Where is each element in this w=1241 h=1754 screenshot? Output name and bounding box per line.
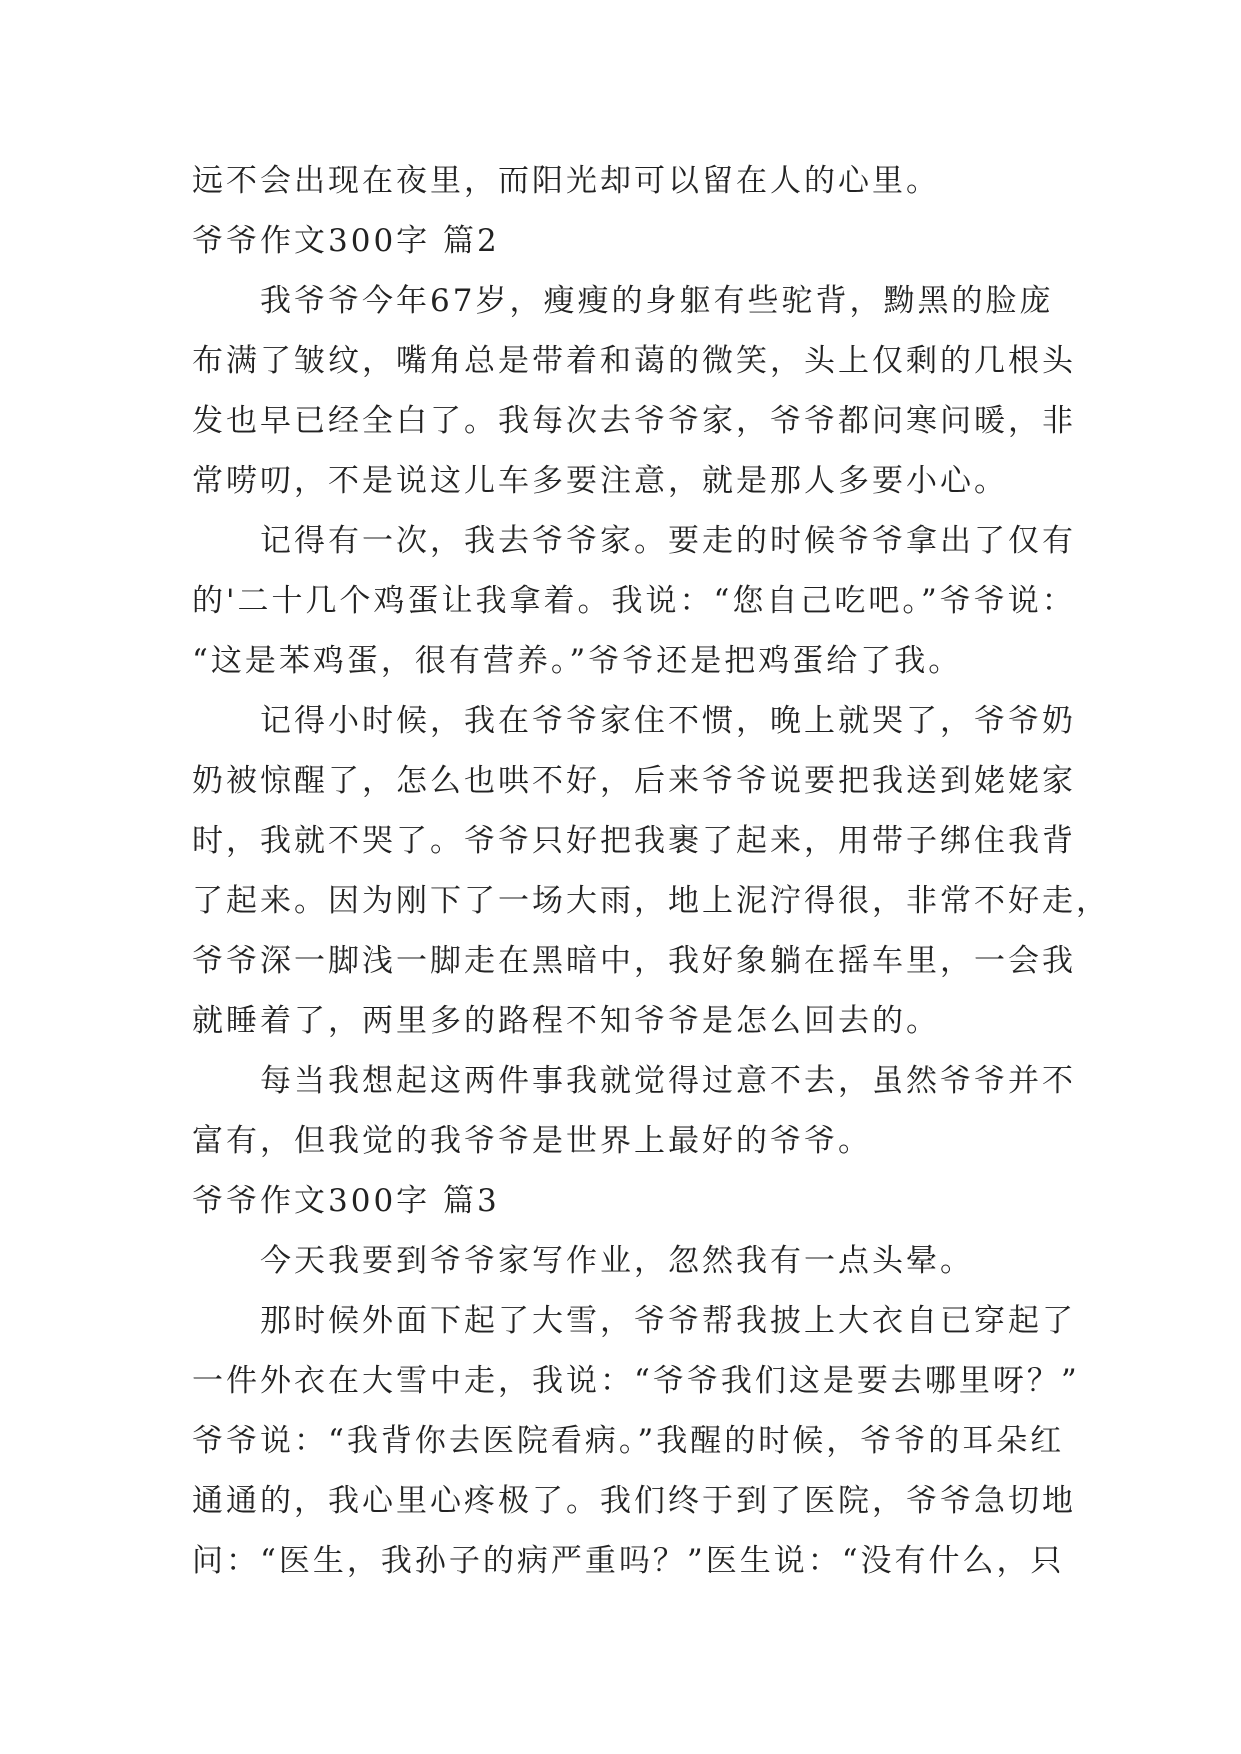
text-line: 常唠叨，不是说这儿车多要注意，就是那人多要小心。 bbox=[192, 463, 1008, 499]
text-line: 我爷爷今年67岁，瘦瘦的身躯有些驼背，黝黑的脸庞 bbox=[260, 283, 1054, 319]
text-line: 今天我要到爷爷家写作业，忽然我有一点头晕。 bbox=[260, 1243, 974, 1279]
text-line: 的'二十几个鸡蛋让我拿着。我说：“您自己吃吧。”爷爷说： bbox=[192, 583, 1076, 619]
text-line: 那时候外面下起了大雪，爷爷帮我披上大衣自已穿起了 bbox=[260, 1303, 1076, 1339]
text-line: 布满了皱纹，嘴角总是带着和蔼的微笑，头上仅剩的几根头 bbox=[192, 343, 1076, 379]
text-line: “这是苯鸡蛋，很有营养。”爷爷还是把鸡蛋给了我。 bbox=[192, 643, 963, 679]
text-line: 爷爷深一脚浅一脚走在黑暗中，我好象躺在摇车里，一会我 bbox=[192, 943, 1076, 979]
text-line: 富有，但我觉的我爷爷是世界上最好的爷爷。 bbox=[192, 1123, 872, 1159]
text-line: 爷爷说：“我背你去医院看病。”我醒的时候，爷爷的耳朵红 bbox=[192, 1423, 1065, 1459]
text-line: 每当我想起这两件事我就觉得过意不去，虽然爷爷并不 bbox=[260, 1063, 1076, 1099]
text-line: 记得小时候，我在爷爷家住不惯，晚上就哭了，爷爷奶 bbox=[260, 703, 1076, 739]
document-body bbox=[192, 151, 1110, 1591]
text-line: 奶被惊醒了，怎么也哄不好，后来爷爷说要把我送到姥姥家 bbox=[192, 763, 1076, 799]
text-line: 问：“医生，我孙子的病严重吗？”医生说：“没有什么，只 bbox=[192, 1543, 1065, 1579]
text-line: 记得有一次，我去爷爷家。要走的时候爷爷拿出了仅有 bbox=[260, 523, 1076, 559]
section-heading: 爷爷作文300字 篇2 bbox=[192, 223, 500, 259]
text-line: 远不会出现在夜里，而阳光却可以留在人的心里。 bbox=[192, 163, 940, 199]
text-line: 就睡着了，两里多的路程不知爷爷是怎么回去的。 bbox=[192, 1003, 940, 1039]
section-heading: 爷爷作文300字 篇3 bbox=[192, 1183, 500, 1219]
text-line: 通通的，我心里心疼极了。我们终于到了医院，爷爷急切地 bbox=[192, 1483, 1076, 1519]
text-line: 发也早已经全白了。我每次去爷爷家，爷爷都问寒问暖，非 bbox=[192, 403, 1076, 439]
text-line: 了起来。因为刚下了一场大雨，地上泥泞得很，非常不好走， bbox=[192, 883, 1110, 919]
text-line: 一件外衣在大雪中走，我说：“爷爷我们这是要去哪里呀？” bbox=[192, 1363, 1080, 1399]
text-line: 时，我就不哭了。爷爷只好把我裹了起来，用带子绑住我背 bbox=[192, 823, 1076, 859]
